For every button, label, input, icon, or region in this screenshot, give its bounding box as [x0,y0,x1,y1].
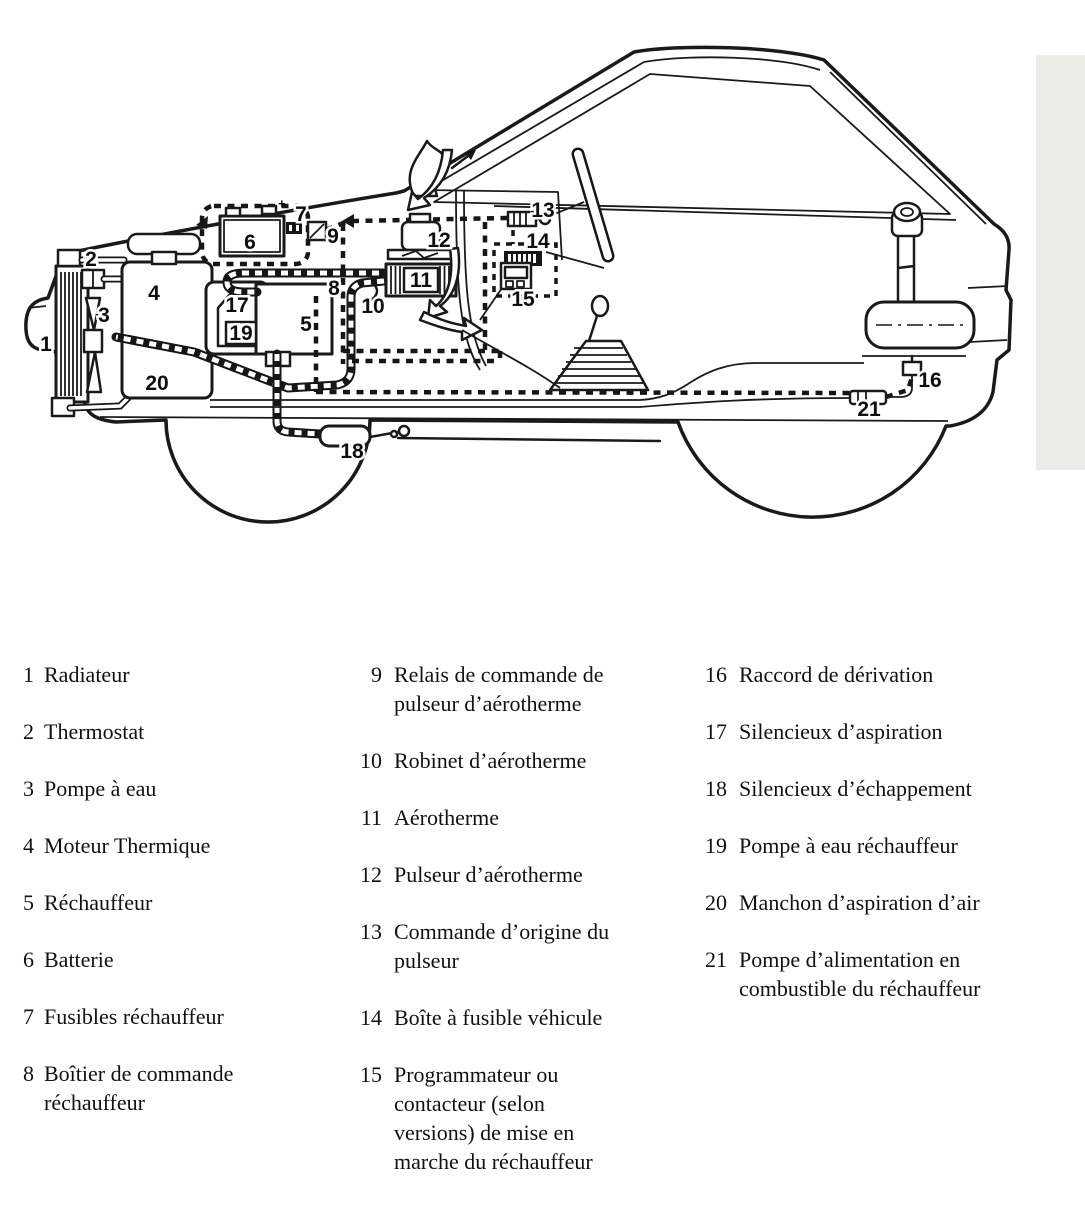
legend-item-number: 13 [360,919,382,944]
legend-item-label: Thermostat [44,719,145,744]
battery-terminal-right [262,206,276,214]
legend-item-number: 1 [23,662,34,687]
legend-item-number: 11 [360,805,382,830]
fusebox-slit [518,254,521,263]
legend-item-number: 5 [23,890,34,915]
legend-item [14,1002,344,1031]
callout-18: 18 [340,440,364,463]
filler-cap [894,203,920,221]
legend-item [352,746,688,775]
callout-4: 4 [148,282,160,305]
legend-column-3 [697,660,1083,1031]
gear-knob [592,296,608,316]
fuel-pump-wire [316,392,850,393]
legend-item-label: Pulseur d’aérotherme [394,862,583,887]
fuse-slit [289,225,292,231]
exhaust-outlet-fitting [399,426,409,436]
legend-item-number: 17 [705,719,727,744]
cooling-system-parts [52,234,212,416]
legend-item [352,660,688,718]
battery-terminal-left [226,208,240,216]
legend-item-number: 12 [360,862,382,887]
legend-item-label: Pompe à eau réchauffeur [739,833,958,858]
callout-11: 11 [409,269,433,292]
fusebox-slit [523,254,526,263]
legend-item-number: 21 [705,947,727,972]
callout-16: 16 [918,369,942,392]
legend-item-label: Relais de commande de pulseur d’aérotherme [394,662,604,716]
legend-item-label: Batterie [44,947,114,972]
legend-item-label: Silencieux d’aspiration [739,719,943,744]
callout-19: 19 [229,322,253,345]
legend-item-label: Aérotherme [394,805,500,830]
fan-hub [84,330,102,352]
legend-item [352,1060,688,1176]
legend-item-number: 9 [371,662,382,687]
legend-item-number: 8 [23,1061,34,1086]
legend-item-number: 7 [23,1004,34,1029]
legend-item-number: 18 [705,776,727,801]
legend-item [697,831,1083,860]
legend-item [14,945,344,974]
legend-item-number: 20 [705,890,727,915]
legend-item [352,803,688,832]
legend-item-label: Radiateur [44,662,130,687]
callout-5: 5 [300,313,312,336]
callout-14: 14 [526,230,550,253]
fusebox-slit [513,254,516,263]
callout-6: 6 [244,231,256,254]
legend-item [14,888,344,917]
legend-item-label: Boîtier de commande réchauffeur [44,1061,234,1115]
carburetor [152,252,176,264]
legend-item-label: Réchauffeur [44,890,153,915]
callout-8: 8 [328,277,340,300]
callout-12: 12 [427,229,451,252]
legend-item-label: Raccord de dérivation [739,662,934,687]
legend-item-label: Moteur Thermique [44,833,211,858]
legend-item [352,860,688,889]
callout-1: 1 [40,333,52,356]
legend-item [14,1059,344,1117]
callout-17: 17 [225,294,249,317]
legend-item [697,660,1083,689]
legend-item-label: Manchon d’aspiration d’air [739,890,980,915]
legend-item-label: Pompe d’alimentation en combustible du réchauffeur [739,947,981,1001]
legend-item [697,888,1083,917]
legend-item-number: 10 [360,748,382,773]
filler-neck [898,236,914,302]
legend-column-2 [352,660,688,1204]
legend-item-number: 19 [705,833,727,858]
callout-10: 10 [361,295,385,318]
side-window [434,74,950,214]
legend-item-label: Commande d’origine du pulseur [394,919,610,973]
legend-item [14,774,344,803]
callout-9: 9 [327,225,339,248]
legend-item [697,717,1083,746]
defrost-airflow-arrows [408,141,476,210]
legend-item [352,1003,688,1032]
fusebox-slit [508,254,511,263]
rechauffeur-part [256,284,332,354]
legend-item-number: 16 [705,662,727,687]
exhaust-outlet-clamp [391,431,397,437]
callout-7: 7 [295,203,307,226]
programmer-screen [505,267,527,278]
legend-item-number: 3 [23,776,34,801]
legend-item-label: Programmateur ou contacteur (selon versions) de mise en marche du réchauffeur [394,1062,593,1174]
blower-cap [410,214,430,222]
legend-item-label: Boîte à fusible véhicule [394,1005,603,1030]
callout-2: 2 [85,248,97,271]
legend-item [697,774,1083,803]
legend-item-number: 2 [23,719,34,744]
legend-item-number: 4 [23,833,34,858]
legend-item-label: Robinet d’aérotherme [394,748,587,773]
callout-15: 15 [511,288,535,311]
callout-13: 13 [531,199,555,222]
legend-item-number: 14 [360,1005,382,1030]
fusebox-slit [533,254,536,263]
fusebox-slit [528,254,531,263]
scan-artifact-band [1036,55,1085,470]
radiator-cap [58,250,80,266]
legend-item-label: Silencieux d’échappement [739,776,972,801]
battery-plus-sign: + [278,196,286,211]
legend-item-number: 15 [360,1062,382,1087]
legend-item [697,945,1083,1003]
legend-item-number: 6 [23,947,34,972]
legend-item-label: Pompe à eau [44,776,157,801]
callout-21: 21 [857,398,881,421]
legend-item [14,660,344,689]
callout-3: 3 [98,304,110,327]
legend-item-label: Fusibles réchauffeur [44,1004,224,1029]
legend-column-1 [14,660,344,1145]
legend-item [14,717,344,746]
legend-item [352,917,688,975]
callout-20: 20 [145,372,169,395]
legend-item [14,831,344,860]
